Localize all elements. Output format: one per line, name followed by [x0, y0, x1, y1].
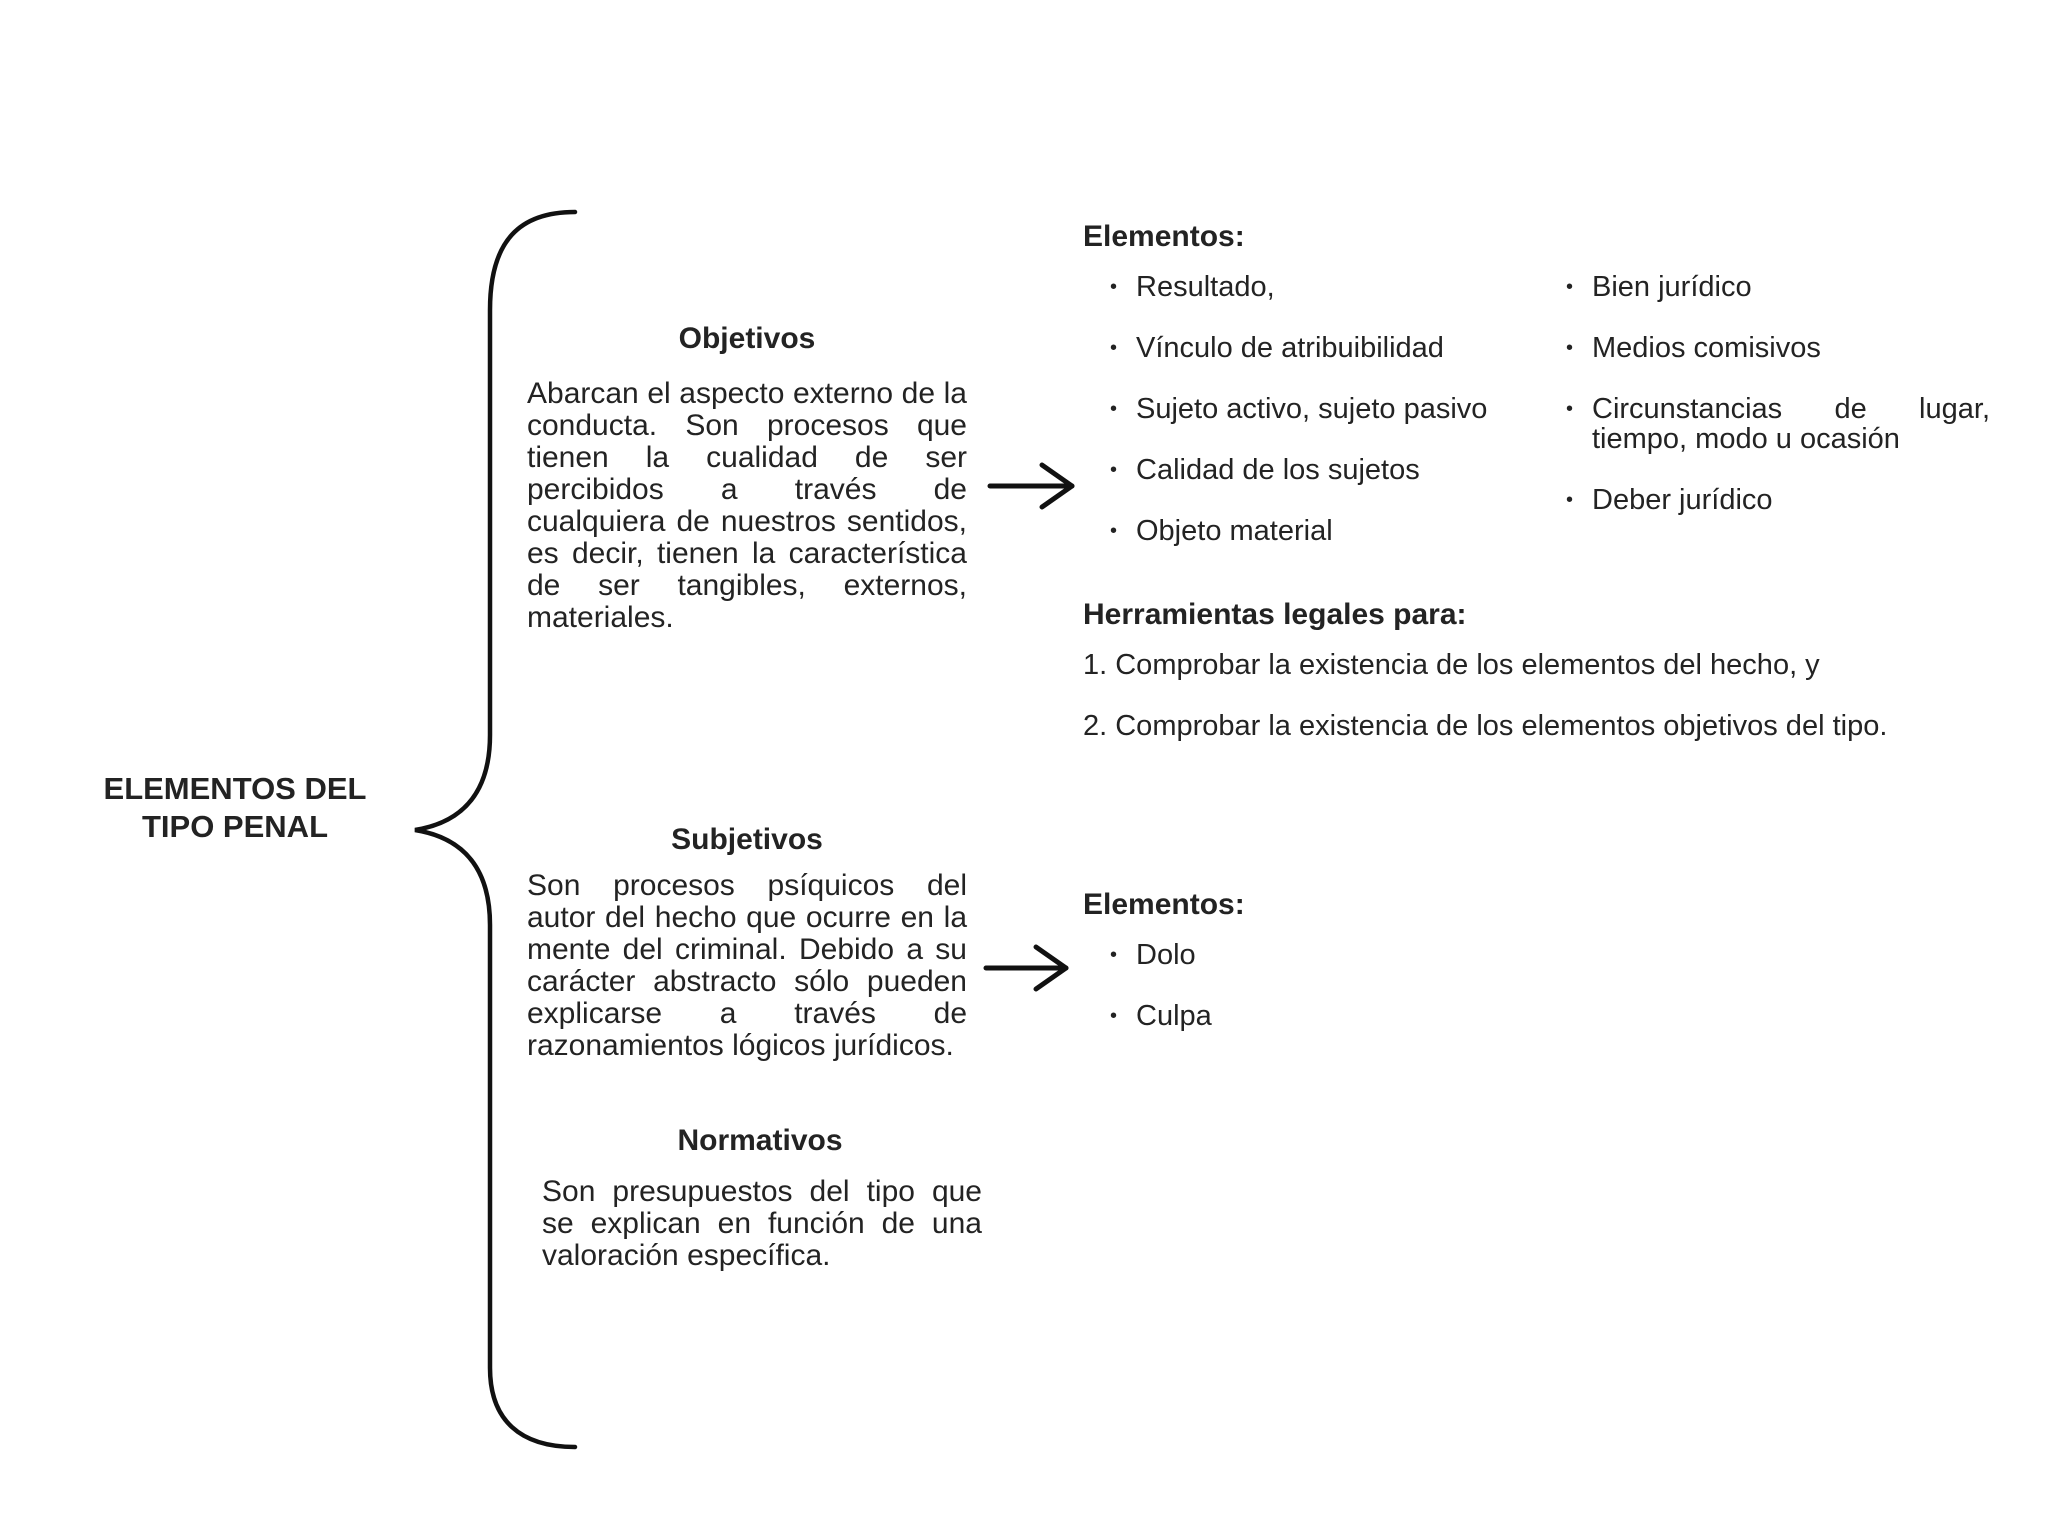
normativos-description: Son presupuestos del tipo que se explican en función de una valoración específica.	[542, 1175, 982, 1272]
list-item: • Bien jurídico	[1566, 272, 1990, 302]
list-item: • Culpa	[1110, 1001, 1510, 1031]
list-item: • Resultado,	[1110, 272, 1550, 302]
subjetivos-elements-title: Elementos:	[1083, 888, 1245, 921]
subjetivos-heading: Subjetivos	[671, 823, 823, 856]
list-item: • Medios comisivos	[1566, 333, 1990, 363]
objetivos-heading: Objetivos	[678, 322, 816, 355]
normativos-heading: Normativos	[677, 1124, 843, 1157]
objetivos-elements-title: Elementos:	[1083, 220, 1245, 253]
list-item: • Dolo	[1110, 940, 1510, 970]
objetivos-elements-list-2	[1566, 272, 1990, 546]
tools-list	[1083, 650, 2003, 772]
arrow-objetivos	[990, 465, 1072, 507]
list-item: • Vínculo de atribuibilidad	[1110, 333, 1550, 363]
objetivos-description: Abarcan el aspecto externo de la conducta. Son procesos que tienen la cualidad de ser percibidos a través de cualquiera de nuestros sentidos, es decir, tienen la característica de ser tangibles, externos, materiales.	[527, 377, 967, 634]
list-item: 1. Comprobar la existencia de los elementos del hecho, y	[1083, 649, 1820, 681]
main-title: ELEMENTOS DEL TIPO PENAL	[103, 771, 367, 844]
list-item: • Deber jurídico	[1566, 485, 1990, 515]
list-item: • Sujeto activo, sujeto pasivo	[1110, 394, 1550, 424]
list-item: • Circunstancias de lugar, tiempo, modo u ocasión	[1566, 394, 1990, 454]
subjetivos-description: Son procesos psíquicos del autor del hecho que ocurre en la mente del criminal. Debido a su carácter abstracto sólo pueden explicarse a través de razonamientos lógicos jurídicos.	[527, 869, 967, 1062]
list-item: 2. Comprobar la existencia de los elementos objetivos del tipo.	[1083, 710, 1888, 742]
arrow-subjetivos	[986, 947, 1066, 989]
list-item: • Calidad de los sujetos	[1110, 455, 1550, 485]
list-item: • Objeto material	[1110, 516, 1550, 546]
subjetivos-elements-list	[1110, 940, 1510, 1062]
objetivos-elements-list-1	[1110, 272, 1550, 577]
tools-title: Herramientas legales para:	[1083, 598, 1467, 631]
